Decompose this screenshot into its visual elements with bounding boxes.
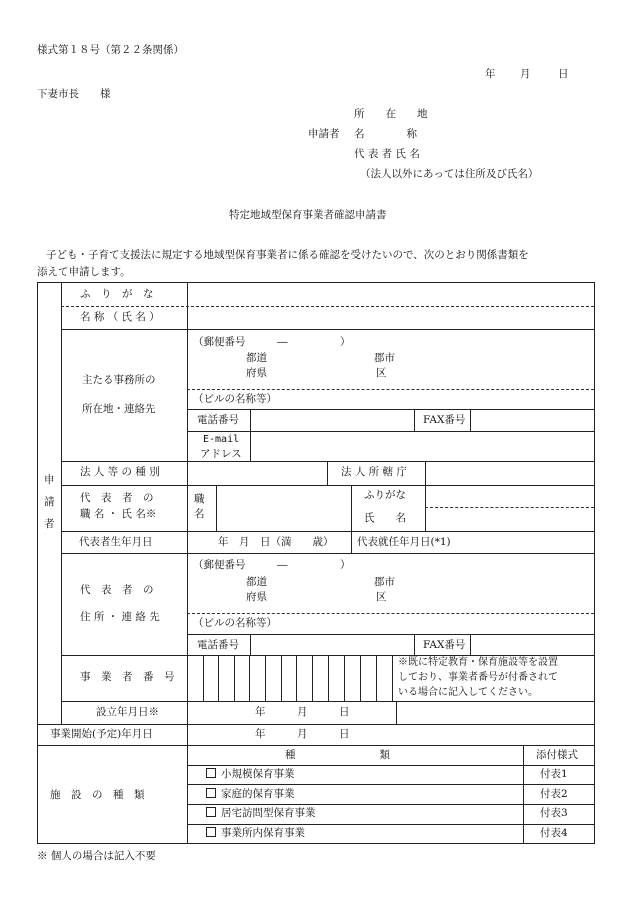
founded-label: 設立年月日※ [96, 706, 159, 718]
checkbox-icon[interactable] [206, 768, 216, 778]
business-note-3: いる場合に記入してください。 [398, 687, 538, 698]
corp-office-label: 法 人 所 轄 庁 [341, 466, 407, 478]
office-fax-label: FAX番号 [423, 414, 466, 426]
addressee: 下妻市長 様 [37, 88, 111, 100]
rep-start-label: 代表就任年月日(*1) [357, 536, 451, 548]
applicant-side-label-2: 請 [44, 496, 55, 508]
footnote: ※ 個人の場合は記入不要 [37, 850, 156, 862]
rep-fuken: 府県 [246, 591, 267, 603]
rep-birth-value: 年 月 日（満 歳） [218, 536, 334, 548]
rep-todo: 都道 [246, 576, 267, 588]
facility-option-3[interactable] [206, 807, 316, 820]
rep-addr-line1: 代 表 者 の [80, 584, 154, 596]
rep-shimei-label: 氏 名 [364, 512, 406, 524]
office-ku: 区 [376, 367, 387, 379]
rep-building: （ビルの名称等） [193, 617, 277, 629]
applicant-side-label-1: 申 [44, 474, 55, 486]
intro-text-line1: 子ども・子育て支援法に規定する地域型保育事業者に係る確認を受けたいので、次のとおり関係書類を [46, 249, 529, 261]
business-number-label: 事 業 者 番 号 [80, 671, 175, 683]
rep-title-line1: 代 表 者 の [80, 492, 154, 504]
checkbox-icon[interactable] [206, 827, 216, 837]
rep-fax-label: FAX番号 [423, 639, 466, 651]
form-number: 様式第１８号（第２２条関係） [37, 44, 184, 56]
date-month-label: 月 [520, 68, 531, 80]
office-phone-label: 電話番号 [197, 414, 239, 426]
date-year-label: 年 [485, 68, 496, 80]
business-note-2: しており、事業者番号が付番されて [398, 672, 558, 683]
representative-label: 代 表 者 氏 名 [354, 148, 420, 160]
intro-text-line2: 添えて申請します。 [37, 266, 131, 278]
checkbox-icon[interactable] [206, 807, 216, 817]
corporation-note: （法人以外にあっては住所及び氏名） [360, 168, 539, 180]
business-note-1: ※既に特定教育・保育施設等を設置 [398, 657, 558, 668]
facility-option-2[interactable] [206, 788, 295, 801]
facility-attach-3: 付表3 [540, 807, 568, 819]
date-day-label: 日 [558, 68, 569, 80]
rep-postal: （郵便番号 ― ） [193, 559, 351, 571]
founded-ymd: 年 月 日 [255, 706, 350, 718]
rep-phone-label: 電話番号 [197, 639, 239, 651]
email-label-1: E-mail [203, 434, 240, 445]
office-gunshi: 郡市 [374, 352, 395, 364]
office-label-line1: 主たる事務所の [82, 374, 156, 386]
start-date-label: 事業開始(予定)年月日 [50, 728, 153, 740]
checkbox-icon[interactable] [206, 788, 216, 798]
address-label: 所 在 地 [354, 108, 428, 120]
facility-attach-4: 付表4 [540, 827, 568, 839]
start-date-ymd: 年 月 日 [255, 728, 350, 740]
rep-birth-label: 代表者生年月日 [79, 536, 153, 548]
applicant-side-label-3: 者 [44, 518, 55, 530]
office-building: （ビルの名称等） [193, 393, 277, 405]
facility-label: 事業所内保育事業 [221, 827, 305, 839]
email-label-2: アドレス [200, 448, 242, 460]
facility-label: 小規模保育事業 [221, 768, 295, 780]
rep-ku: 区 [376, 591, 387, 603]
facility-type-label: 施 設 の 種 類 [50, 789, 145, 801]
post-label-1: 職 [194, 493, 205, 505]
post-label-2: 名 [194, 508, 205, 520]
facility-label: 家庭的保育事業 [221, 788, 295, 800]
facility-option-1[interactable] [206, 768, 295, 781]
corp-type-label: 法 人 等 の 種 別 [80, 466, 160, 478]
rep-addr-line2: 住 所 ・ 連 絡 先 [80, 611, 160, 623]
name-label: 名 称 [354, 128, 417, 140]
rep-title-line2: 職 名 ・ 氏 名※ [80, 508, 157, 520]
attach-header: 添付様式 [536, 749, 578, 761]
kind-header: 種 類 [285, 749, 390, 761]
facility-attach-2: 付表2 [540, 788, 568, 800]
office-fuken: 府県 [246, 367, 267, 379]
facility-option-4[interactable] [206, 827, 305, 840]
furigana-label: ふ り が な [80, 288, 154, 300]
applicant-label: 申請者 [308, 128, 340, 140]
facility-attach-1: 付表1 [540, 768, 568, 780]
office-label-line2: 所在地・連絡先 [82, 403, 156, 415]
rep-furigana-label: ふりがな [364, 489, 406, 501]
name-field-label: 名 称 （ 氏 名 ） [80, 311, 160, 323]
rep-gunshi: 郡市 [374, 576, 395, 588]
office-postal: （郵便番号 ― ） [193, 336, 351, 348]
office-todo: 都道 [246, 352, 267, 364]
facility-label: 居宅訪問型保育事業 [221, 807, 316, 819]
page-title: 特定地域型保育事業者確認申請書 [229, 209, 387, 221]
